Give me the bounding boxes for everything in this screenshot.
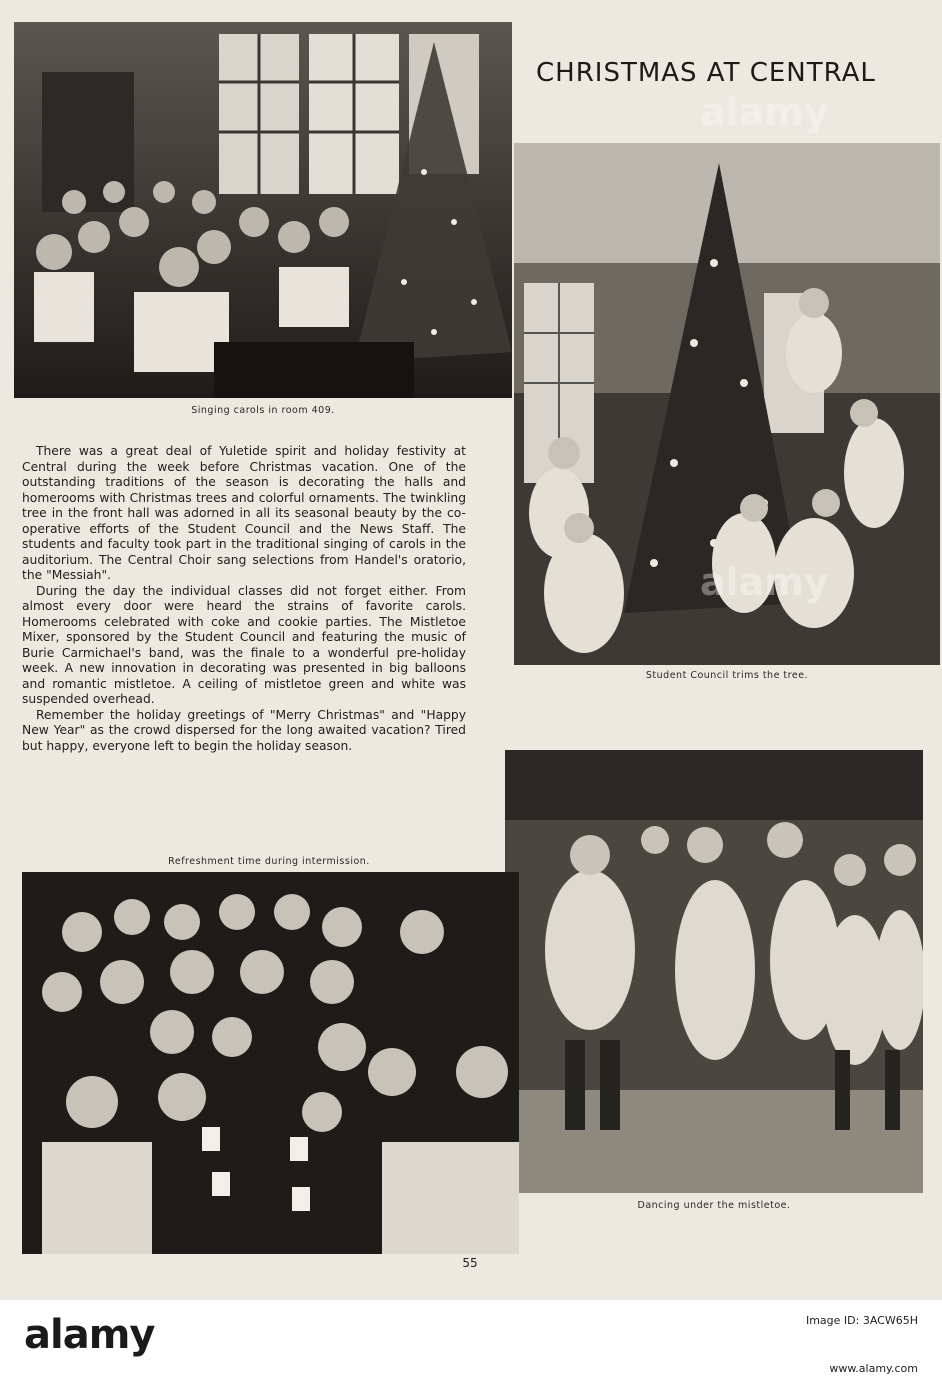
carols-photo <box>14 22 512 398</box>
tree-caption: Student Council trims the tree. <box>645 670 809 681</box>
article-paragraph: Remember the holiday greetings of "Merry Christmas" and "Happy New Year" as the crowd dispersed for the long awaited vacation? Tired but happy, everyone left to begin the holiday season. <box>22 707 466 753</box>
article-paragraph: During the day the individual classes did not forget either. From almost every door were heard the strains of favorite carols. Homerooms celebrated with coke and cookie parties. The Mistletoe Mixer, sponsored by the Student Council and featuring the music of Burie Carmichael's band, was the finale to a wonderful pre-holiday week. A new innovation in decorating was presented in big balloons and romantic mistletoe. A ceiling of mistletoe green and white was suspended overhead. <box>22 583 466 706</box>
article-paragraph: There was a great deal of Yuletide spirit and holiday festivity at Central during the week before Christmas vacation. One of the outstanding traditions of the season is decorating the halls and homerooms with Christmas trees and colorful ornaments. The twinkling tree in the front hall was adorned in all its seasonal beauty by the co-operative efforts of the Student Council and the News Staff. The students and faculty took part in the traditional singing of carols in the auditorium. The Central Choir sang selections from Handel's oratorio, the "Messiah". <box>22 444 466 582</box>
dancing-caption: Dancing under the mistletoe. <box>637 1200 791 1211</box>
watermark: alamy <box>700 560 829 604</box>
refreshment-photo <box>22 872 519 1254</box>
carols-caption: Singing carols in room 409. <box>191 405 335 416</box>
page-title: CHRISTMAS AT CENTRAL <box>536 58 876 88</box>
page-number: 55 <box>462 1256 478 1270</box>
image-url: www.alamy.com <box>829 1362 918 1375</box>
refreshment-caption: Refreshment time during intermission. <box>168 856 370 867</box>
dancing-photo <box>505 750 923 1193</box>
article-body <box>22 444 466 754</box>
image-id: Image ID: 3ACW65H <box>805 1314 918 1327</box>
watermark: alamy <box>700 90 829 134</box>
brand-logo: alamy <box>24 1312 155 1358</box>
stock-footer <box>0 1300 942 1390</box>
